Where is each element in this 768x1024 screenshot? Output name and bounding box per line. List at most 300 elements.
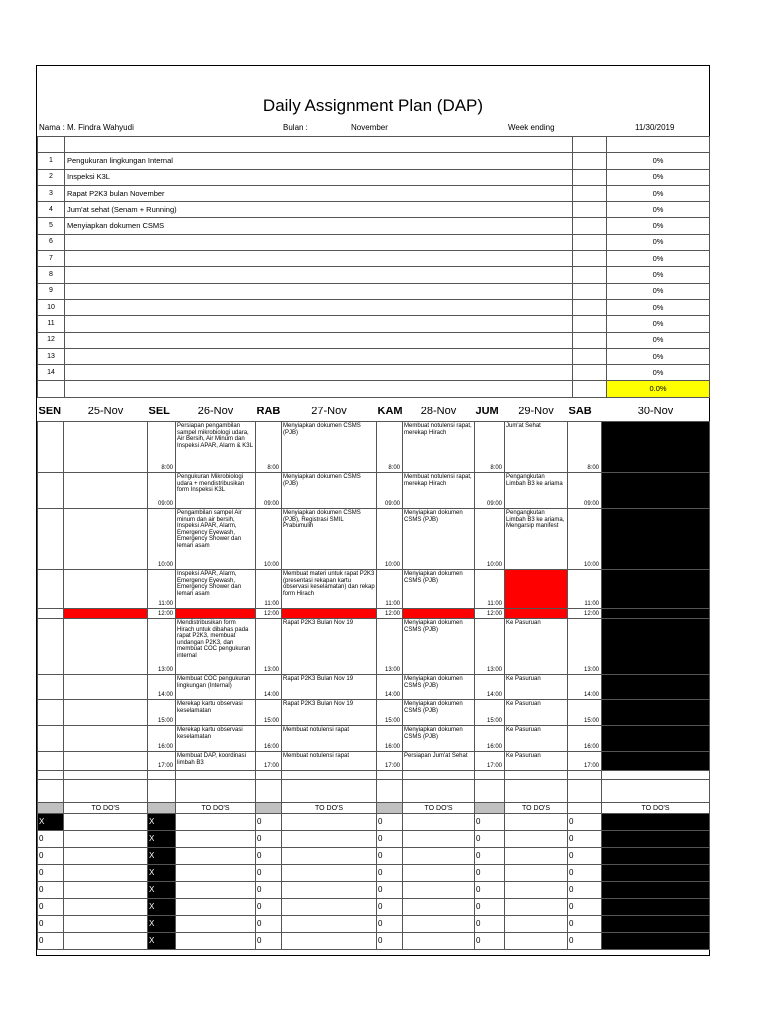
todo-item[interactable] (505, 814, 568, 831)
todo-header-row (38, 803, 710, 814)
task-text[interactable]: Inspeksi K3L (65, 169, 573, 185)
todo-item[interactable] (505, 882, 568, 899)
task-spacer (573, 299, 607, 315)
todo-item[interactable] (64, 882, 148, 899)
time-label: 12:00 (475, 609, 505, 619)
assignment-sheet (36, 65, 710, 956)
activity-cell[interactable]: Ke Pasuruan (505, 675, 568, 700)
todo-status[interactable]: 0 (568, 882, 602, 899)
todo-status[interactable]: 0 (475, 865, 505, 882)
task-text[interactable]: Menyiapkan dokumen CSMS (65, 218, 573, 234)
todo-status[interactable]: 0 (475, 882, 505, 899)
day-date: 28-Nov (403, 407, 475, 422)
todo-row (38, 848, 710, 865)
todo-item[interactable] (64, 831, 148, 848)
blank-cell (176, 780, 256, 803)
todo-status[interactable]: 0 (38, 865, 64, 882)
activity-cell[interactable]: Membuat materi untuk rapat P2K3 (presentasi rekapan kartu observasi keselamatan) dan rekap form Hirach (282, 570, 377, 609)
week-ending-value: 11/30/2019 (635, 123, 675, 132)
blank-cell (282, 780, 377, 803)
todo-item[interactable] (176, 865, 256, 882)
todo-status[interactable]: 0 (377, 814, 403, 831)
task-percent: 0% (607, 365, 710, 381)
activity-cell[interactable]: Membuat notulensi rapat, merekap Hirach (403, 422, 475, 473)
todo-row (38, 899, 710, 916)
task-row (38, 299, 710, 315)
blank-cell (65, 381, 573, 397)
todo-item[interactable] (403, 933, 475, 950)
todo-item[interactable] (602, 848, 710, 865)
activity-cell[interactable] (602, 422, 710, 473)
activity-cell[interactable] (64, 619, 148, 675)
todo-status[interactable]: 0 (256, 916, 282, 933)
todo-item[interactable] (403, 899, 475, 916)
activity-cell[interactable] (602, 752, 710, 771)
todo-item[interactable] (505, 933, 568, 950)
todo-item[interactable] (602, 865, 710, 882)
todo-item[interactable] (176, 899, 256, 916)
task-number: 6 (38, 234, 65, 250)
time-label: 13:00 (148, 619, 176, 675)
activity-cell[interactable]: Menyiapkan dokumen CSMS (PJB) (282, 473, 377, 509)
time-label: 11:00 (568, 570, 602, 609)
blank-cell (38, 780, 64, 803)
blank-cell (38, 381, 65, 397)
activity-cell[interactable]: Membuat notulensi rapat (282, 752, 377, 771)
activity-cell[interactable] (602, 675, 710, 700)
task-percent: 0% (607, 202, 710, 218)
todo-status[interactable]: 0 (38, 933, 64, 950)
time-slot-row (38, 619, 710, 675)
activity-cell[interactable]: Pengambilan sampel Air minum dan air bersih, Inspeksi APAR, Alarm, Emergency Eyewash, Emergency Shower dan lemari asam (176, 509, 256, 570)
time-label: 10:00 (256, 509, 282, 570)
activity-cell[interactable]: Membuat notulensi rapat, merekap Hirach (403, 473, 475, 509)
todo-row (38, 814, 710, 831)
task-spacer (573, 283, 607, 299)
todo-item[interactable] (282, 865, 377, 882)
todo-item[interactable] (282, 831, 377, 848)
activity-cell[interactable]: Rapat P2K3 Bulan Nov 19 (282, 675, 377, 700)
todo-item[interactable] (505, 899, 568, 916)
activity-cell[interactable] (602, 570, 710, 609)
task-text[interactable] (65, 251, 573, 267)
todo-status[interactable]: 0 (256, 882, 282, 899)
activity-cell[interactable] (64, 752, 148, 771)
time-label (38, 570, 64, 609)
task-row (38, 218, 710, 234)
time-label: 12:00 (568, 609, 602, 619)
activity-cell[interactable]: Ke Pasuruan (505, 726, 568, 752)
todo-row (38, 882, 710, 899)
blank-cell (505, 780, 568, 803)
bulan-label: Bulan : (283, 123, 308, 132)
time-label: 15:00 (377, 700, 403, 726)
blank-cell (38, 771, 64, 780)
time-label (38, 509, 64, 570)
task-spacer (573, 316, 607, 332)
todo-item[interactable] (64, 848, 148, 865)
day-date: 25-Nov (64, 407, 148, 422)
todo-item[interactable] (64, 899, 148, 916)
blank-cell (403, 780, 475, 803)
time-label: 10:00 (148, 509, 176, 570)
task-row (38, 169, 710, 185)
task-row (38, 234, 710, 250)
activity-cell[interactable] (602, 619, 710, 675)
time-label: 8:00 (475, 422, 505, 473)
todo-status[interactable]: 0 (475, 933, 505, 950)
time-label: 10:00 (377, 509, 403, 570)
activity-cell[interactable]: Ke Pasuruan (505, 700, 568, 726)
task-number: 3 (38, 185, 65, 201)
todo-status[interactable]: X (148, 933, 176, 950)
activity-cell[interactable] (176, 609, 256, 619)
todo-status[interactable]: 0 (377, 899, 403, 916)
time-slot-row (38, 609, 710, 619)
todo-status[interactable]: 0 (475, 831, 505, 848)
task-row (38, 153, 710, 169)
activity-cell[interactable]: Membuat notulensi rapat (282, 726, 377, 752)
activity-cell[interactable]: Persiapan Jum'at Sehat (403, 752, 475, 771)
task-text[interactable] (65, 234, 573, 250)
time-slot-row (38, 726, 710, 752)
task-number: 1 (38, 153, 65, 169)
task-percent: 0% (607, 169, 710, 185)
activity-cell[interactable] (64, 570, 148, 609)
activity-cell[interactable] (602, 473, 710, 509)
time-label: 15:00 (568, 700, 602, 726)
time-label: 8:00 (568, 422, 602, 473)
todo-status[interactable]: X (148, 831, 176, 848)
task-text[interactable] (65, 365, 573, 381)
todo-row (38, 933, 710, 950)
activity-cell[interactable]: Menyiapkan dokumen CSMS (PJB) (403, 509, 475, 570)
time-label (38, 609, 64, 619)
time-slot-row (38, 752, 710, 771)
todo-status[interactable]: 0 (475, 848, 505, 865)
time-label: 15:00 (475, 700, 505, 726)
todo-item[interactable] (505, 865, 568, 882)
todo-status[interactable]: 0 (256, 848, 282, 865)
todo-marker-header (256, 803, 282, 814)
blank-cell (568, 780, 602, 803)
todo-status[interactable]: 0 (568, 865, 602, 882)
time-label: 16:00 (377, 726, 403, 752)
todo-status[interactable]: 0 (568, 899, 602, 916)
todo-item[interactable] (403, 882, 475, 899)
day-date: 27-Nov (282, 407, 377, 422)
time-label: 10:00 (568, 509, 602, 570)
todo-status[interactable]: 0 (568, 814, 602, 831)
time-label: 11:00 (475, 570, 505, 609)
todo-header: TO DO'S (176, 803, 256, 814)
todo-status[interactable]: X (148, 814, 176, 831)
activity-cell[interactable] (64, 700, 148, 726)
page-title: Daily Assignment Plan (DAP) (262, 96, 484, 115)
time-label: 16:00 (256, 726, 282, 752)
task-percent: 0% (607, 218, 710, 234)
task-spacer (573, 332, 607, 348)
activity-cell[interactable] (602, 609, 710, 619)
todo-item[interactable] (602, 814, 710, 831)
time-label: 14:00 (256, 675, 282, 700)
blank-cell (505, 771, 568, 780)
todo-status[interactable]: 0 (568, 933, 602, 950)
time-label: 13:00 (377, 619, 403, 675)
time-label: 16:00 (475, 726, 505, 752)
activity-cell[interactable] (64, 609, 148, 619)
task-percent: 0% (607, 251, 710, 267)
blank-cell (573, 381, 607, 397)
todo-item[interactable] (64, 916, 148, 933)
blank-cell (64, 771, 148, 780)
blank-cell (256, 780, 282, 803)
todo-item[interactable] (282, 848, 377, 865)
activity-cell[interactable] (64, 726, 148, 752)
time-label: 8:00 (148, 422, 176, 473)
todo-item[interactable] (176, 882, 256, 899)
time-label: 8:00 (377, 422, 403, 473)
todo-item[interactable] (64, 933, 148, 950)
todo-item[interactable] (176, 933, 256, 950)
time-label: 11:00 (256, 570, 282, 609)
activity-cell[interactable] (602, 509, 710, 570)
activity-cell[interactable] (64, 473, 148, 509)
todo-marker-header (38, 803, 64, 814)
activity-cell[interactable] (64, 509, 148, 570)
todo-status[interactable]: 0 (377, 916, 403, 933)
todo-status[interactable]: X (148, 882, 176, 899)
blank-cell (573, 137, 607, 153)
todo-status[interactable]: 0 (256, 865, 282, 882)
todo-status[interactable]: X (38, 814, 64, 831)
todo-status[interactable]: 0 (377, 933, 403, 950)
task-percent: 0% (607, 185, 710, 201)
task-number: 10 (38, 299, 65, 315)
time-label: 14:00 (475, 675, 505, 700)
activity-cell[interactable] (505, 570, 568, 609)
todo-status[interactable]: 0 (475, 916, 505, 933)
todo-marker-header (568, 803, 602, 814)
day-name: SAB (568, 407, 602, 422)
activity-cell[interactable]: Merekap kartu observasi keselamatan (176, 700, 256, 726)
activity-cell[interactable] (505, 609, 568, 619)
todo-status[interactable]: 0 (38, 916, 64, 933)
activity-cell[interactable]: Menyiapkan dokumen CSMS (PJB) (403, 619, 475, 675)
blank-cell (607, 137, 710, 153)
todo-status[interactable]: 0 (377, 831, 403, 848)
activity-cell[interactable] (602, 726, 710, 752)
activity-cell[interactable] (403, 609, 475, 619)
time-label: 14:00 (148, 675, 176, 700)
activity-cell[interactable]: Pengangkutan Limbah B3 ke ariama (505, 473, 568, 509)
todo-status[interactable]: 0 (475, 814, 505, 831)
activity-cell[interactable]: Rapat P2K3 Bulan Nov 19 (282, 700, 377, 726)
weekly-schedule (37, 407, 710, 950)
todo-header: TO DO'S (64, 803, 148, 814)
task-spacer (573, 169, 607, 185)
todo-status[interactable]: 0 (377, 848, 403, 865)
todo-item[interactable] (505, 848, 568, 865)
todo-row (38, 831, 710, 848)
todo-status[interactable]: 0 (38, 848, 64, 865)
blank-cell (377, 780, 403, 803)
todo-item[interactable] (282, 916, 377, 933)
activity-cell[interactable]: Membuat DAP, koordinasi limbah B3 (176, 752, 256, 771)
time-label: 15:00 (148, 700, 176, 726)
todo-item[interactable] (602, 831, 710, 848)
todo-status[interactable]: 0 (38, 831, 64, 848)
task-list (37, 136, 710, 398)
todo-item[interactable] (403, 848, 475, 865)
activity-cell[interactable]: Menyiapkan dokumen CSMS (PJB), Registrasi SMIL Prabumulih (282, 509, 377, 570)
task-text[interactable]: Pengukuran lingkungan Internal (65, 153, 573, 169)
time-label: 09:00 (377, 473, 403, 509)
task-number: 12 (38, 332, 65, 348)
todo-status[interactable]: 0 (568, 916, 602, 933)
activity-cell[interactable] (64, 422, 148, 473)
todo-item[interactable] (403, 916, 475, 933)
task-percent: 0% (607, 348, 710, 364)
todo-status[interactable]: X (148, 899, 176, 916)
blank-cell (38, 137, 65, 153)
todo-item[interactable] (505, 831, 568, 848)
day-date: 30-Nov (602, 407, 710, 422)
activity-cell[interactable]: Membuat COC pengukuran lingkungan (Internal) (176, 675, 256, 700)
activity-cell[interactable]: Persiapan pengambilan sampel mikrobiologi udara, Air Bersih, Air Minum dan Inspeksi APAR, Alarm & K3L (176, 422, 256, 473)
todo-marker-header (475, 803, 505, 814)
task-row (38, 316, 710, 332)
todo-item[interactable] (282, 899, 377, 916)
todo-status[interactable]: 0 (256, 831, 282, 848)
activity-cell[interactable]: Menyiapkan dokumen CSMS (PJB) (403, 570, 475, 609)
day-name: RAB (256, 407, 282, 422)
task-text[interactable] (65, 283, 573, 299)
time-label (38, 675, 64, 700)
todo-status[interactable]: 0 (256, 814, 282, 831)
todo-header: TO DO'S (505, 803, 568, 814)
todo-item[interactable] (602, 933, 710, 950)
todo-status[interactable]: 0 (38, 899, 64, 916)
task-text[interactable]: Rapat P2K3 bulan November (65, 185, 573, 201)
task-text[interactable]: Jum'at sehat (Senam + Running) (65, 202, 573, 218)
task-text[interactable] (65, 316, 573, 332)
todo-item[interactable] (602, 916, 710, 933)
activity-cell[interactable]: Mendistribusikan form Hirach untuk dibahas pada rapat P2K3, membuat undangan P2K3, dan membuat COC pengukuran internal (176, 619, 256, 675)
spacer-row (38, 771, 710, 780)
time-label: 17:00 (568, 752, 602, 771)
time-label: 11:00 (377, 570, 403, 609)
todo-item[interactable] (602, 882, 710, 899)
time-label (38, 752, 64, 771)
activity-cell[interactable]: Ke Pasuruan (505, 619, 568, 675)
activity-cell[interactable] (282, 609, 377, 619)
time-label (38, 726, 64, 752)
todo-status[interactable]: 0 (475, 899, 505, 916)
task-number: 7 (38, 251, 65, 267)
todo-marker-header (377, 803, 403, 814)
todo-item[interactable] (64, 865, 148, 882)
time-label: 09:00 (475, 473, 505, 509)
activity-cell[interactable]: Pengukuran Mikrobiologi udara + mendistribusikan form Inspeksi K3L (176, 473, 256, 509)
day-date: 26-Nov (176, 407, 256, 422)
task-text[interactable] (65, 267, 573, 283)
todo-item[interactable] (176, 814, 256, 831)
time-slot-row (38, 509, 710, 570)
task-percent: 0% (607, 332, 710, 348)
activity-cell[interactable] (602, 700, 710, 726)
todo-status[interactable]: X (148, 865, 176, 882)
activity-cell[interactable]: Jum'at Sehat (505, 422, 568, 473)
activity-cell[interactable] (64, 675, 148, 700)
todo-item[interactable] (176, 916, 256, 933)
task-percent: 0% (607, 299, 710, 315)
activity-cell[interactable]: Ke Pasuruan (505, 752, 568, 771)
todo-item[interactable] (282, 814, 377, 831)
todo-item[interactable] (403, 865, 475, 882)
todo-row (38, 865, 710, 882)
time-label: 13:00 (568, 619, 602, 675)
blank-cell (256, 771, 282, 780)
todo-item[interactable] (403, 831, 475, 848)
activity-cell[interactable]: Menyiapkan dokumen CSMS (PJB) (403, 726, 475, 752)
activity-cell[interactable]: Menyiapkan dokumen CSMS (PJB) (282, 422, 377, 473)
activity-cell[interactable]: Merekap kartu observasi keselamatan (176, 726, 256, 752)
task-text[interactable] (65, 348, 573, 364)
activity-cell[interactable]: Pengangkutan Limbah B3 ke ariama, Mengarsip manifest (505, 509, 568, 570)
todo-status[interactable]: 0 (568, 831, 602, 848)
activity-cell[interactable]: Inspeksi APAR, Alarm, Emergency Eyewash, Emergency Shower dan lemari asam (176, 570, 256, 609)
task-text[interactable] (65, 332, 573, 348)
todo-status[interactable]: 0 (256, 899, 282, 916)
todo-status[interactable]: 0 (38, 882, 64, 899)
task-spacer (573, 251, 607, 267)
todo-status[interactable]: X (148, 916, 176, 933)
todo-status[interactable]: 0 (256, 933, 282, 950)
todo-item[interactable] (403, 814, 475, 831)
day-header-row (38, 407, 710, 422)
activity-cell[interactable]: Menyiapkan dokumen CSMS (PJB) (403, 675, 475, 700)
time-label: 14:00 (568, 675, 602, 700)
todo-status[interactable]: X (148, 848, 176, 865)
time-label: 17:00 (148, 752, 176, 771)
task-number: 4 (38, 202, 65, 218)
day-name: SEN (38, 407, 64, 422)
activity-cell[interactable]: Rapat P2K3 Bulan Nov 19 (282, 619, 377, 675)
time-label: 10:00 (475, 509, 505, 570)
todo-item[interactable] (602, 899, 710, 916)
time-label: 12:00 (256, 609, 282, 619)
activity-cell[interactable]: Menyiapkan dokumen CSMS (PJB) (403, 700, 475, 726)
task-row (38, 348, 710, 364)
todo-status[interactable]: 0 (377, 865, 403, 882)
task-row (38, 202, 710, 218)
todo-item[interactable] (64, 814, 148, 831)
time-label: 12:00 (377, 609, 403, 619)
todo-status[interactable]: 0 (568, 848, 602, 865)
task-text[interactable] (65, 299, 573, 315)
time-slot-row (38, 422, 710, 473)
todo-item[interactable] (176, 848, 256, 865)
todo-item[interactable] (282, 933, 377, 950)
time-label: 12:00 (148, 609, 176, 619)
task-number: 8 (38, 267, 65, 283)
todo-item[interactable] (505, 916, 568, 933)
task-row (38, 283, 710, 299)
todo-item[interactable] (282, 882, 377, 899)
todo-item[interactable] (176, 831, 256, 848)
todo-status[interactable]: 0 (377, 882, 403, 899)
